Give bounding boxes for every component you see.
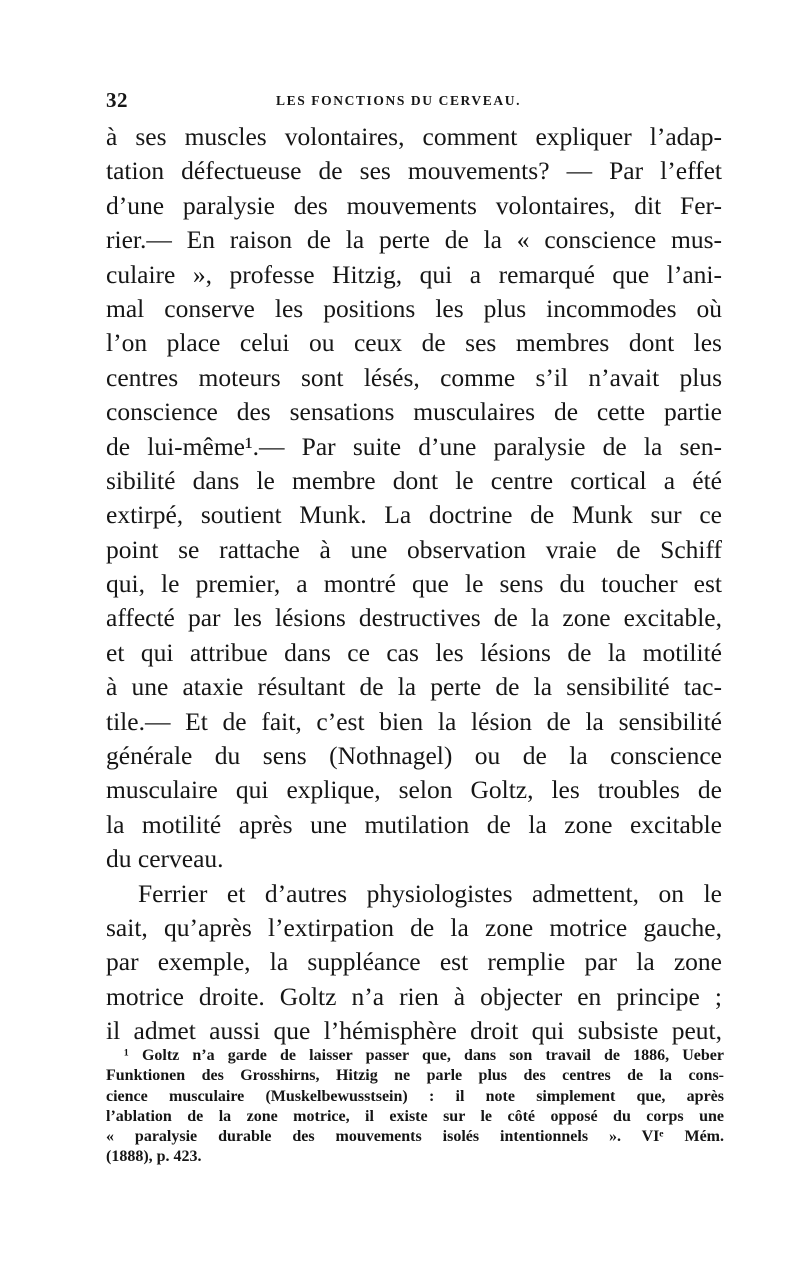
text-line: culaire », professe Hitzig, qui a remarqué que l’ani- <box>106 259 722 289</box>
page-number: 32 <box>106 88 128 112</box>
text-line: et qui attribue dans ce cas les lésions de la motilité <box>106 637 722 667</box>
text-line: sait, qu’après l’extirpation de la zone motrice gauche, <box>106 912 722 942</box>
text-line: d’une paralysie des mouvements volontaires, dit Fer- <box>106 190 722 220</box>
text-line: centres moteurs sont lésés, comme s’il n’avait plus <box>106 362 722 392</box>
text-line: par exemple, la suppléance est remplie par la zone <box>106 947 722 977</box>
footnote-line: cience musculaire (Muskelbewusstsein) : il note simplement que, après <box>106 1087 724 1105</box>
text-line: sibilité dans le membre dont le centre cortical a été <box>106 465 722 495</box>
text-line: motrice droite. Goltz n’a rien à objecter en principe ; <box>106 981 722 1011</box>
text-line: l’on place celui ou ceux de ses membres dont les <box>106 328 722 358</box>
text-line: extirpé, soutient Munk. La doctrine de Munk sur ce <box>106 500 722 530</box>
text-line: qui, le premier, a montré que le sens du toucher est <box>106 569 722 599</box>
text-line: affecté par les lésions destructives de la zone excitable, <box>106 603 722 633</box>
text-line: tation défectueuse de ses mouvements? — Par l’effet <box>106 156 722 186</box>
text-line: à ses muscles volontaires, comment expliquer l’adap- <box>106 122 722 151</box>
footnote-line: ¹ Goltz n’a garde de laisser passer que, dans son travail de 1886, Ueber <box>124 1047 724 1064</box>
footnote-line: (1888), p. 423. <box>106 1148 202 1166</box>
paragraph-start-line: Ferrier et d’autres physiologistes admettent, on le <box>138 878 722 908</box>
text-line: générale du sens (Nothnagel) ou de la conscience <box>106 741 722 771</box>
footnote-line: l’ablation de la zone motrice, il existe sur le côté opposé du corps une <box>106 1107 724 1125</box>
body-text <box>106 120 722 1049</box>
text-line: point se rattache à une observation vraie de Schiff <box>106 534 722 564</box>
text-line: musculaire qui explique, selon Goltz, les troubles de <box>106 775 722 805</box>
text-line: de lui-même¹.— Par suite d’une paralysie de la sen- <box>106 431 722 461</box>
footnote <box>106 1046 724 1168</box>
text-line: rier.— En raison de la perte de la « conscience mus- <box>106 225 722 255</box>
text-line: conscience des sensations musculaires de cette partie <box>106 397 722 427</box>
paragraph-end-line: du cerveau. <box>106 844 224 874</box>
text-line: la motilité après une mutilation de la zone excitable <box>106 809 722 839</box>
footnote-line: Funktionen des Grosshirns, Hitzig ne parle plus des centres de la cons- <box>106 1067 724 1085</box>
running-title: LES FONCTIONS DU CERVEAU. <box>276 93 522 108</box>
text-line: mal conserve les positions les plus incommodes où <box>106 293 722 323</box>
text-line: il admet aussi que l’hémisphère droit qui subsiste peut, <box>106 1016 722 1046</box>
text-line: tile.— Et de fait, c’est bien la lésion de la sensibilité <box>106 706 722 736</box>
text-line: à une ataxie résultant de la perte de la sensibilité tac- <box>106 672 722 702</box>
page-header <box>106 88 746 114</box>
footnote-line: « paralysie durable des mouvements isolés intentionnels ». VIᵉ Mém. <box>106 1128 724 1146</box>
